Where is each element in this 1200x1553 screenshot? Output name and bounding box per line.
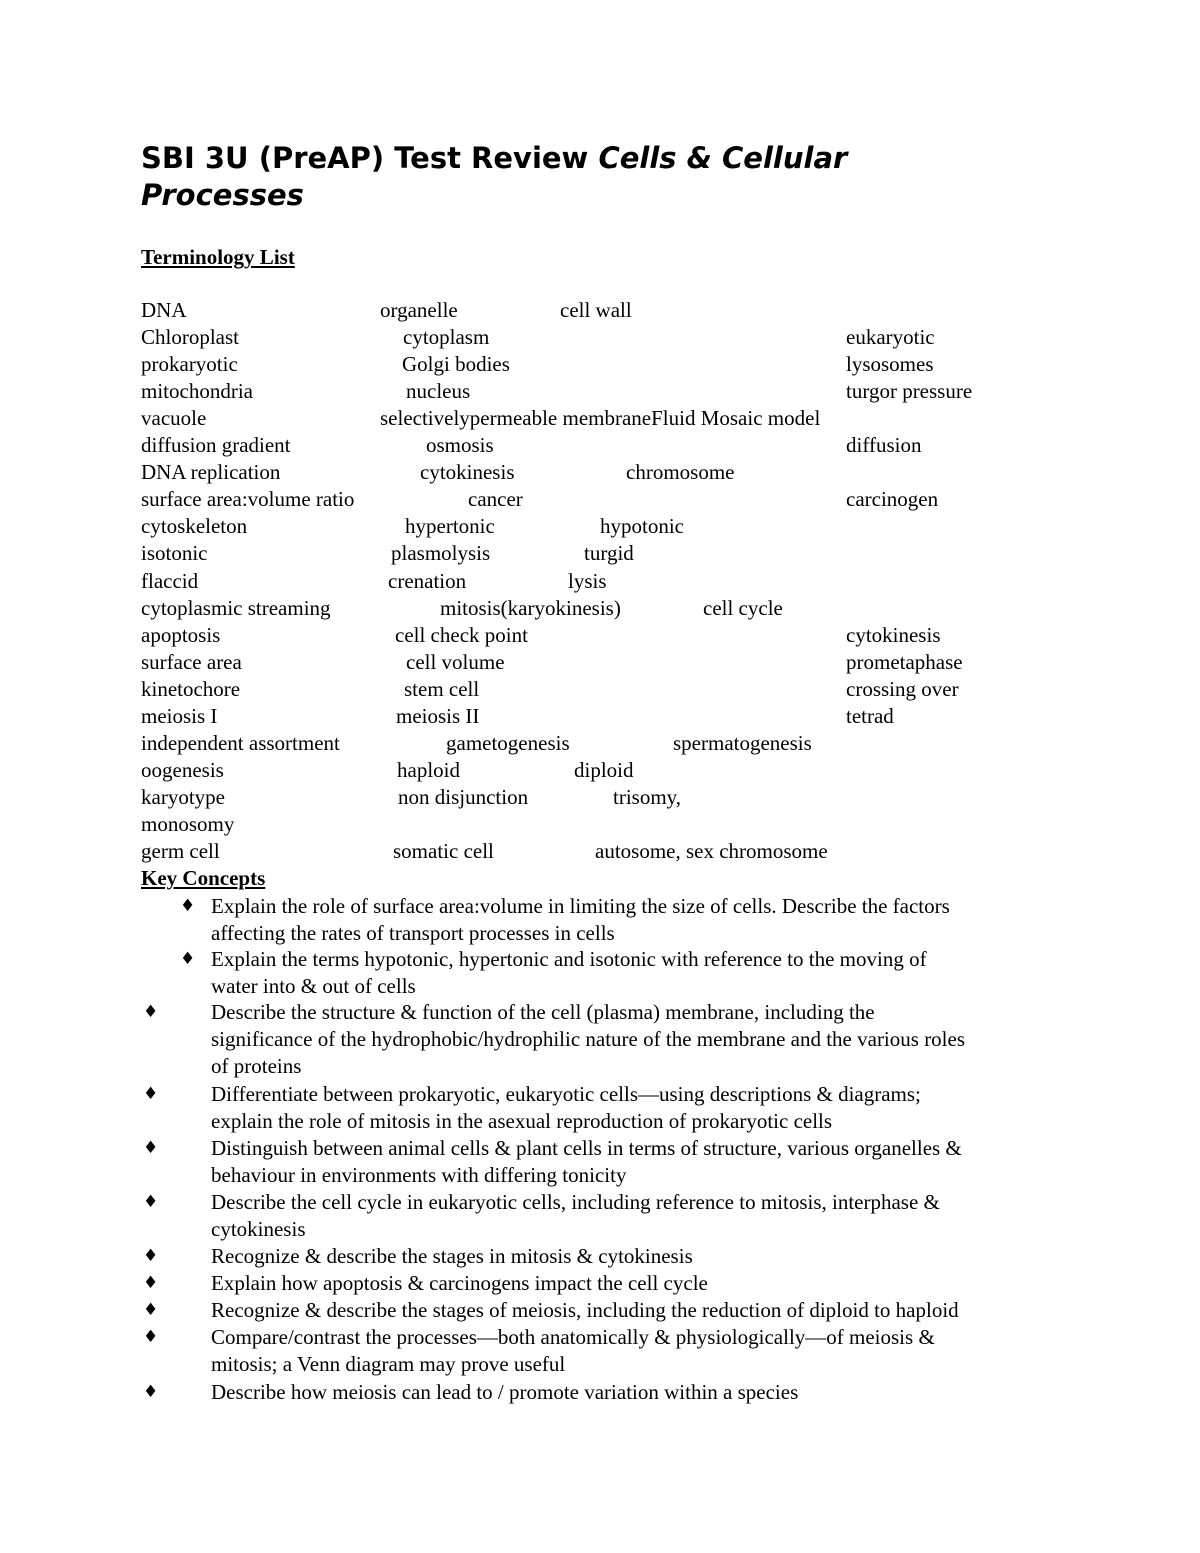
- title-line-1: [141, 140, 1141, 177]
- term-row: [0, 622, 1200, 649]
- term: DNA: [141, 298, 187, 322]
- term: spermatogenesis: [673, 730, 812, 755]
- term: surface area: [141, 649, 242, 674]
- term: turgor pressure: [846, 379, 973, 404]
- term: cell cycle: [703, 595, 783, 620]
- key-concept-line: Recognize & describe the stages in mitosis & cytokinesis: [211, 1244, 693, 1268]
- term-row: [0, 486, 1200, 513]
- term: somatic cell: [393, 839, 494, 863]
- term: cell wall: [560, 298, 632, 322]
- diamond-bullet-icon: ♦: [143, 1382, 159, 1402]
- term: oogenesis: [141, 757, 224, 782]
- diamond-bullet-icon: ♦: [143, 1246, 159, 1266]
- term-row: [0, 649, 1200, 676]
- term-row: [0, 540, 1200, 567]
- term: cancer: [468, 487, 523, 512]
- term: DNA replication: [141, 460, 281, 485]
- term: Chloroplast: [141, 325, 239, 350]
- page-title: [141, 140, 1141, 214]
- key-concept-line: of proteins: [211, 1054, 302, 1078]
- term: osmosis: [426, 433, 494, 458]
- term: Golgi bodies: [402, 352, 510, 377]
- term-row: [0, 676, 1200, 703]
- term: cytokinesis: [846, 622, 941, 647]
- diamond-bullet-icon: ♦: [180, 949, 196, 969]
- term: diffusion: [846, 433, 922, 458]
- term-row: [0, 811, 1200, 838]
- key-concepts-heading: Key Concepts: [141, 866, 266, 890]
- term-row: [0, 784, 1200, 811]
- diamond-bullet-icon: ♦: [180, 896, 196, 916]
- key-concept-line: explain the role of mitosis in the asexual reproduction of prokaryotic cells: [211, 1109, 833, 1133]
- term: trisomy,: [613, 784, 682, 809]
- term: cytokinesis: [420, 460, 515, 485]
- term: independent assortment: [141, 730, 340, 755]
- key-concept-text: [211, 1324, 1071, 1378]
- title-main: SBI 3U (PreAP) Test Review: [141, 141, 599, 175]
- key-concept-line: Distinguish between animal cells & plant cells in terms of structure, various organelles &: [211, 1136, 962, 1160]
- term: kinetochore: [141, 676, 241, 701]
- term-row: [0, 703, 1200, 730]
- term: crossing over: [846, 676, 959, 701]
- term: carcinogen: [846, 487, 939, 512]
- term: surface area:volume ratio: [141, 487, 355, 512]
- key-concept-line: significance of the hydrophobic/hydrophilic nature of the membrane and the various roles: [211, 1027, 966, 1051]
- term-row: [0, 730, 1200, 757]
- term: apoptosis: [141, 622, 221, 647]
- term: cell volume: [406, 649, 505, 674]
- term: cell check point: [395, 622, 528, 647]
- diamond-bullet-icon: ♦: [143, 1327, 159, 1347]
- term: cytoplasmic streaming: [141, 595, 331, 620]
- key-concept-line: Describe the structure & function of the cell (plasma) membrane, including the: [211, 1000, 875, 1024]
- term-row: [0, 432, 1200, 459]
- term: diploid: [574, 757, 634, 782]
- key-concept-line: water into & out of cells: [211, 974, 416, 998]
- term: meiosis II: [396, 703, 480, 728]
- key-concept-text: [211, 1189, 1071, 1243]
- term-row: [0, 595, 1200, 622]
- term-row: [0, 838, 1200, 865]
- diamond-bullet-icon: ♦: [143, 1084, 159, 1104]
- term: plasmolysis: [391, 541, 491, 566]
- term: cytoplasm: [403, 325, 490, 350]
- key-concept-text: [211, 893, 1071, 947]
- term: gametogenesis: [446, 730, 570, 755]
- key-concept-line: Recognize & describe the stages of meiosis, including the reduction of diploid to haploid: [211, 1298, 959, 1322]
- key-concept-line: cytokinesis: [211, 1217, 306, 1241]
- term-row: [0, 324, 1200, 351]
- term: cytoskeleton: [141, 514, 248, 539]
- key-concept-text: [211, 1297, 1071, 1324]
- key-concept-text: [211, 999, 1071, 1080]
- diamond-bullet-icon: ♦: [143, 1300, 159, 1320]
- term: tetrad: [846, 703, 894, 728]
- term-row: [0, 757, 1200, 784]
- key-concept-line: Explain the terms hypotonic, hypertonic and isotonic with reference to the moving of: [211, 947, 927, 971]
- term-row: [0, 378, 1200, 405]
- diamond-bullet-icon: ♦: [143, 1002, 159, 1022]
- key-concept-text: [211, 1081, 1071, 1135]
- term: germ cell: [141, 839, 220, 863]
- term-row: [0, 351, 1200, 378]
- term: mitochondria: [141, 379, 253, 404]
- term: non disjunction: [398, 784, 529, 809]
- key-concept-text: [211, 1379, 1071, 1406]
- title-subtitle-part-1: Cells & Cellular: [598, 141, 848, 175]
- key-concept-line: Compare/contrast the processes—both anatomically & physiologically—of meiosis &: [211, 1325, 935, 1349]
- term-row: [0, 459, 1200, 486]
- title-subtitle-part-2: Processes: [141, 178, 304, 212]
- key-concept-text: [211, 1135, 1071, 1189]
- term-row: [0, 405, 1200, 432]
- key-concept-text: [211, 946, 1071, 1000]
- key-concept-line: Describe how meiosis can lead to / promote variation within a species: [211, 1380, 799, 1404]
- diamond-bullet-icon: ♦: [143, 1192, 159, 1212]
- key-concept-line: Differentiate between prokaryotic, eukaryotic cells—using descriptions & diagrams;: [211, 1082, 921, 1106]
- term: karyotype: [141, 784, 225, 809]
- term: autosome, sex chromosome: [595, 839, 828, 863]
- key-concept-line: Explain how apoptosis & carcinogens impact the cell cycle: [211, 1271, 708, 1295]
- term: organelle: [380, 298, 458, 322]
- key-concept-line: Describe the cell cycle in eukaryotic cells, including reference to mitosis, interphase &: [211, 1190, 940, 1214]
- term: chromosome: [626, 460, 735, 485]
- term: meiosis I: [141, 703, 218, 728]
- diamond-bullet-icon: ♦: [143, 1138, 159, 1158]
- term: stem cell: [404, 676, 480, 701]
- key-concept-text: [211, 1243, 1071, 1270]
- term: flaccid: [141, 568, 199, 593]
- term: isotonic: [141, 541, 208, 566]
- term: crenation: [388, 568, 467, 593]
- term: diffusion gradient: [141, 433, 291, 458]
- term: selectivelypermeable membraneFluid Mosaic model: [380, 406, 821, 431]
- term: prometaphase: [846, 649, 963, 674]
- term: lysis: [568, 568, 607, 593]
- key-concept-text: [211, 1270, 1071, 1297]
- term: nucleus: [406, 379, 471, 404]
- term: turgid: [584, 541, 634, 566]
- key-concept-line: behaviour in environments with differing tonicity: [211, 1163, 627, 1187]
- term: eukaryotic: [846, 325, 935, 350]
- key-concept-line: affecting the rates of transport processes in cells: [211, 921, 615, 945]
- term: prokaryotic: [141, 352, 238, 377]
- key-concept-line: Explain the role of surface area:volume in limiting the size of cells. Describe the factors: [211, 894, 950, 918]
- term: vacuole: [141, 406, 207, 431]
- term: hypotonic: [600, 514, 684, 539]
- term-row: [0, 568, 1200, 595]
- term: monosomy: [141, 811, 235, 836]
- diamond-bullet-icon: ♦: [143, 1273, 159, 1293]
- terminology-heading: Terminology List: [141, 245, 295, 269]
- term: hypertonic: [405, 514, 495, 539]
- term: haploid: [397, 757, 460, 782]
- key-concept-line: mitosis; a Venn diagram may prove useful: [211, 1352, 566, 1376]
- term: lysosomes: [846, 352, 934, 377]
- term-row: [0, 297, 1200, 324]
- term: mitosis(karyokinesis): [440, 595, 621, 620]
- term-row: [0, 513, 1200, 540]
